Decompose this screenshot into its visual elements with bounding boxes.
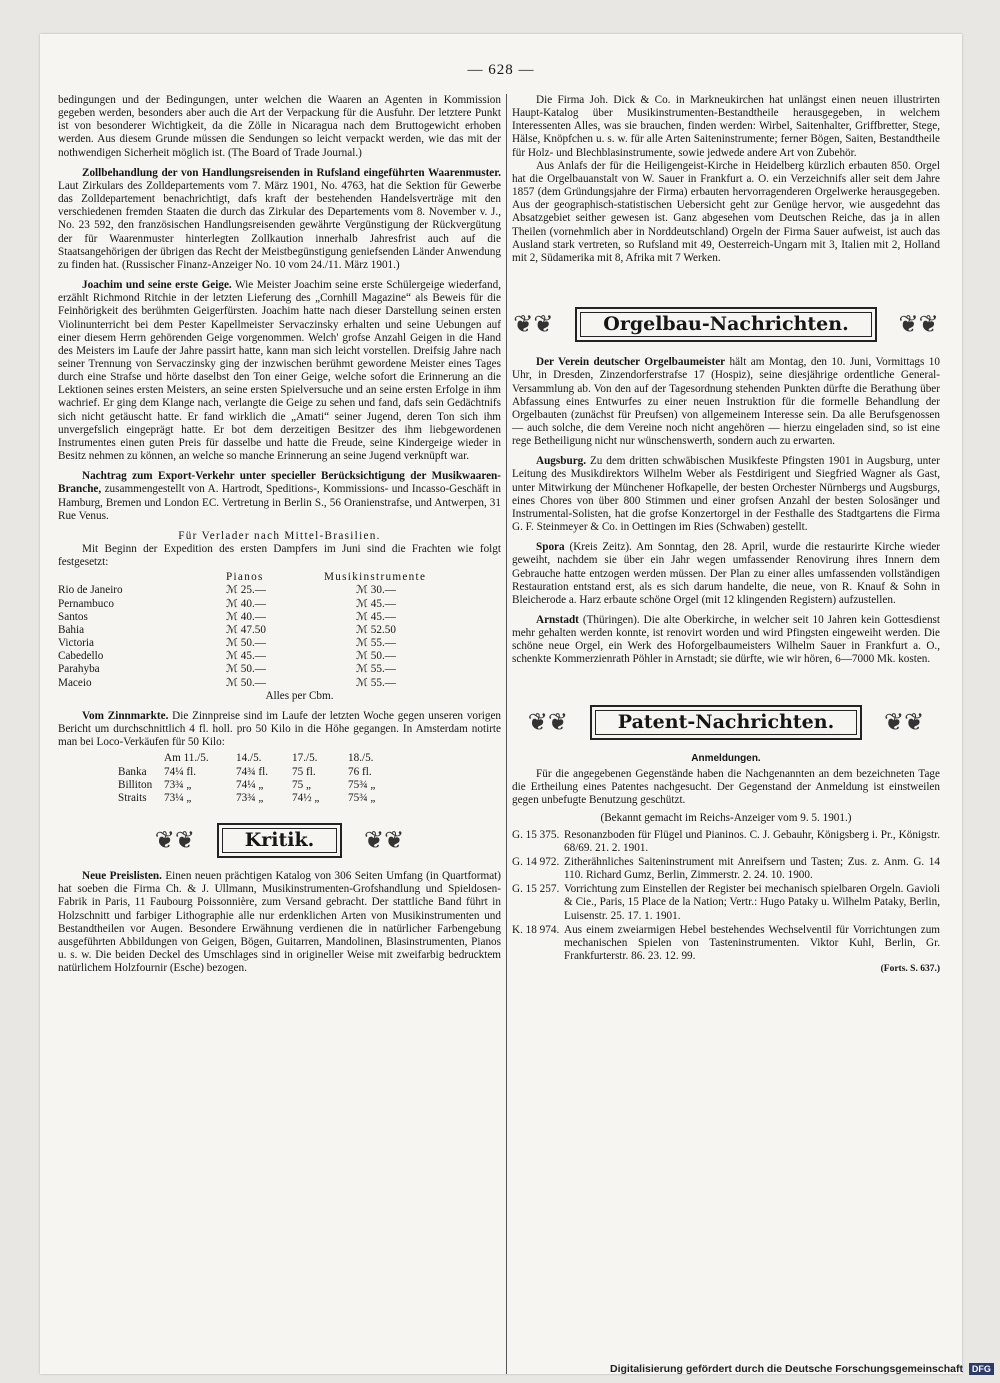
joachim-text: Wie Meister Joachim seine erste Schülergeige wiederfand, erzählt Richmond Ritchie in der letzten Lieferung des „Cornhill Magazine“ als Beweis für die Feinhörigkeit des berühmten Geigerfürsten. Joachim hatte nach dieser Darstellung seinen ersten Violinunterricht bei dem Pester Kapellmeister Servaczinsky erhalten und seine Uebungen auf einer diesem Herrn gehörenden Geige vorgenommen. Welch' grofse Anzahl Geigen in die Hand des Meisters im Laufe der Jahre passirt hatte, kann man sich leicht vorstellen. Dreifsig Jahre nach seiner Trennung von Servaczinsky ging der inzwischen berühmt gewordene Meister eines Tages durch eine Strafse und hörte daselbst den Ton einer Geige, welche sofort die Erinnerung an die Lektionen seines ersten Meisters, an seine ersten Spielversuche und an seine ersten Erfolge in ihm wachrief. Er ging dem Klange nach, verlangte die Geige zu sehen und fand, dafs sein Gedächtnifs sich nicht getäuscht hatte. Er fand wirklich die „Amati“ seiner Jugend, deren Ton sich ihm unvergefslich eingeprägt hatte. Er bot dem derzeitigen Besitzer des ihm liebgewordenen Instrumentes einen guten Preis für dasselbe und hatte die Freude, seine Kindergeige wieder in Besitz nehmen zu können, an welche so manche Erinnerung an seine Jugend verknüpft war.	[58, 279, 501, 463]
arnstadt-title: Arnstadt	[536, 614, 579, 626]
freight-row	[58, 611, 426, 624]
freight-header-instruments: Musikinstrumente	[324, 571, 427, 584]
digitization-notice: Digitalisierung gefördert durch die Deutsche Forschungsgemeinschaft	[610, 1363, 963, 1375]
anmeldungen-heading: Anmeldungen.	[691, 752, 761, 764]
freight-port: Parahyba	[58, 663, 100, 676]
dfg-logo: DFG	[969, 1363, 994, 1375]
dfg-footer	[610, 1363, 994, 1375]
intro-paragraph: bedingungen und der Bedingungen, unter welchen die Waaren an Agenten in Kommission gegeben werden, besonders aber auch die Art der Verpackung für die Ausfuhr. Der letztere Punkt ist von besonderer Wichtigkeit, da die Zölle in Nicaragua nach dem Bruttogewicht erhoben werden. Aus diesem Grunde müssen die Sendungen so leicht verpackt werden, wie das mit der nothwendigen Sicherheit möglich ist. (The Board of Trade Journal.)	[58, 94, 501, 159]
freight-row	[58, 584, 426, 597]
ornament-right-icon: ❦❦	[883, 709, 925, 736]
zinn-header-date-1: Am 11./5.	[164, 752, 209, 765]
patent-number: G. 15 375.	[512, 828, 560, 841]
freight-port: Cabedello	[58, 650, 104, 663]
joachim-title: Joachim und seine erste Geige.	[82, 279, 232, 292]
zinn-row	[118, 779, 404, 792]
ornament-right-icon: ❦❦	[898, 312, 939, 339]
zinn-price: 75¾ „	[348, 778, 376, 791]
page-number: — 628 —	[467, 62, 535, 78]
nachtrag-text: zusammengestellt von A. Hartrodt, Speditions-, Kommissions- und Incasso-Geschäft in Hamburg, Bremen und London EC. Vertretung in Berlin S., 56 Oranienstrafse, und Antwerpen, 31 Rue Venus.	[58, 483, 501, 522]
zinn-price: 76 fl.	[348, 765, 372, 778]
freight-footer: Alles per Cbm.	[265, 689, 334, 702]
verein-article	[512, 356, 940, 448]
nachtrag-title: Nachtrag zum Export-Verkehr unter specieller Berücksichtigung der Musikwaaren-Branche,	[58, 470, 501, 496]
zinn-price: 75 fl.	[292, 765, 316, 778]
zinn-metal: Straits	[118, 791, 147, 804]
freight-pianos: ℳ 25.—	[226, 584, 266, 597]
kritik-title: Kritik.	[222, 828, 338, 853]
left-column	[58, 94, 501, 975]
preis-text: Einen neuen prächtigen Katalog von 306 Seiten Umfang (in Quartformat) hat soeben die Firma Ch. & J. Ullmann, Musikinstrumenten-Grofshandlung und Spieldosen-Fabrik in Paris, 11 Faubourg Poissonnière, zum Versand gebracht. Der stattliche Band führt in Holzschnitt und farbiger Lithographie alle nur erdenklichen Arten von Musikinstrumenten und Bestandtheilen vor Augen. Besondere Erwähnung verdienen die in natürlicher Farbengebung ausgeführten Abbildungen von Geigen, Bögen, Guitarren, Mandolinen, Blasinstrumenten, Pianos u. s. w. Die beiden Deckel des Umschlages sind in origineller Weise mit zweifarbig bedrucktem natürlichem Holzfournir (Esche) bezogen.	[58, 870, 501, 975]
zinn-header-date-2: 14./5.	[236, 752, 262, 765]
zinn-article	[58, 710, 501, 749]
zinn-title: Vom Zinnmarkte.	[82, 709, 169, 722]
orgelbau-banner	[513, 307, 939, 342]
freight-row	[58, 624, 426, 637]
patent-description: Aus einem zweiarmigen Hebel bestehendes Wechselventil für Vorrichtungen zum mechanischen Spielen von Tasteninstrumenten. Viktor Kuhl, Berlin, Gr. Frankfurterstr. 86. 23. 12. 99.	[564, 923, 940, 962]
freight-instruments: ℳ 55.—	[356, 637, 396, 650]
patent-title: Patent-Nachrichten.	[595, 710, 857, 735]
patent-description: Zitherähnliches Saiteninstrument mit Anreifsern und Tasten; Zus. z. Anm. G. 14 110. Richard Gumz, Berlin, Zimmerstr. 2. 24. 10. 1900.	[564, 855, 940, 882]
freight-row	[58, 677, 426, 690]
zoll-article	[58, 167, 501, 272]
zinn-price: 74¾ fl.	[236, 765, 269, 778]
arnstadt-article	[512, 614, 940, 667]
arnstadt-text: (Thüringen). Die alte Oberkirche, in welcher seit 10 Jahren kein Gottesdienst mehr gehalten werden konnte, ist renovirt worden und wird Pfingsten eingeweiht werden. Die schöne neue Orgel, ein Werk des Hoforgelbaumeisters Wilhelm Sauer in Frankfurt a. O., schenkte Kommerzienrath Pöhler in Arnstadt; sie dürfte, wie wir hören, 6—7000 Mk. kosten.	[512, 614, 941, 666]
freight-pianos: ℳ 50.—	[226, 676, 266, 689]
freight-instruments: ℳ 45.—	[356, 610, 396, 623]
verein-text: hält am Montag, den 10. Juni, Vormittags 10 Uhr, in Dresden, Zinzendorferstrafse 17 (Hospiz), seine diesjährige ordentliche General-Versammlung ab. Von den auf der Tagesordnung stehenden Punkten dürfte die Berathung über Abfassung eines Entwurfes zu einer neuen Instruktion für die formelle Behandlung der Orgelbauten (zunächst für Preufsen) von allgemeinem Interesse sein. Da alle Berufsgenossen — auch solche, die dem Vereine noch nicht angehören — hierzu eingeladen sind, so ist eine rege Betheiligung nicht nur wünschenswerth, sondern auch zu erwarten.	[512, 356, 940, 448]
column-divider	[506, 94, 507, 1374]
spora-title: Spora	[536, 541, 565, 554]
zinn-price: 75¾ „	[348, 791, 376, 804]
freight-pianos: ℳ 50.—	[226, 663, 266, 676]
patent-number: G. 14 972.	[512, 855, 560, 868]
freight-port: Rio de Janeiro	[58, 584, 123, 597]
zinn-header-blank	[118, 752, 164, 765]
freight-header-row	[58, 571, 426, 584]
patent-description: Vorrichtung zum Einstellen der Register bei mechanisch spielbaren Orgeln. Gavioli & Cie., Paris, 15 Place de la Nation; Vertr.: Hugo Pataky u. Wilhelm Pataky, Berlin, Luisenstr. 25. 17. 1. 1901.	[564, 883, 940, 922]
augsburg-text: Zu dem dritten schwäbischen Musikfeste Pfingsten 1901 in Augsburg, unter Leitung des Musikdirektors Wilhelm Weber als Festdirigent und Siegfried Wagner als Gast, unter Mitwirkung der Münchener Hofkapelle, der besten Orchester Nürnbergs und Augsburgs, eines Chores von über 800 Stimmen und einer grofsen Anzahl der besten Solosänger und Instrumental-Solisten, hat die grofse Konzertorgel in der Festhalle des Stadtgartens die Firma G. F. Steinmeyer & Co. in Oettingen im Ries (Schwaben) gestellt.	[512, 455, 940, 534]
patent-number: K. 18 974.	[512, 923, 560, 936]
freight-row	[58, 663, 426, 676]
patent-entry	[512, 883, 940, 922]
joachim-article	[58, 279, 501, 463]
zinn-price: 75 „	[292, 778, 311, 791]
patent-banner	[527, 705, 925, 740]
dick-article: Die Firma Joh. Dick & Co. in Markneukirchen hat unlängst einen neuen illustrirten Haupt-Katalog über Musikinstrumenten-Bestandtheile herausgegeben, in welchem Interessenten Alles, was sie brauchen, finden werden: Wirbel, Saitenhalter, Griffbretter, Stege, Hälse, Knöpfchen u. s. w. für alle Arten Saiteninstrumente; ferner Bögen, Saiten, Bestandtheile für Holz- und Blechblasinstrumente, sowie jedwede andere Art von Zubehör.	[512, 94, 940, 159]
freight-instruments: ℳ 50.—	[356, 650, 396, 663]
preis-article	[58, 870, 501, 975]
zinn-row	[118, 766, 404, 779]
freight-instruments: ℳ 55.—	[356, 663, 396, 676]
continued-note: (Forts. S. 637.)	[880, 964, 940, 975]
patent-list	[512, 829, 940, 964]
spora-text: (Kreis Zeitz). Am Sonntag, den 28. April, wurde die restaurirte Kirche wieder geweiht, nachdem sie über ein Jahr wegen umfassender Renovirung ihres Innern dem Gebrauche hatte entzogen werden müssen. Der Plan zu einer alles umfassenden vollständigen Restauration entstand erst, als es sich darum handelte, die neue, von R. Knauf & Sohn in Bleicherode a. Harz erbaute schöne Orgel (mit 12 klingenden Registern) aufzustellen.	[512, 541, 941, 606]
preis-title: Neue Preislisten.	[82, 870, 162, 883]
freight-instruments: ℳ 45.—	[356, 597, 396, 610]
freight-port: Maceio	[58, 676, 92, 689]
ornament-right-icon: ❦❦	[364, 827, 405, 854]
ornament-left-icon: ❦❦	[154, 827, 195, 854]
reichs-anzeiger-note: (Bekannt gemacht im Reichs-Anzeiger vom 9. 5. 1901.)	[600, 812, 852, 825]
freight-pianos: ℳ 40.—	[226, 610, 266, 623]
freight-instruments: ℳ 55.—	[356, 676, 396, 689]
zinn-row	[118, 792, 404, 805]
zinn-price: 73¾ „	[164, 778, 192, 791]
zinn-price: 73¼ „	[164, 791, 192, 804]
brasil-heading: Für Verlader nach Mittel-Brasilien.	[178, 529, 381, 542]
orgelbau-title: Orgelbau-Nachrichten.	[580, 312, 871, 337]
patent-number: G. 15 257.	[512, 883, 560, 896]
zinn-header-row	[118, 752, 404, 765]
brasil-text: Mit Beginn der Expedition des ersten Dampfers im Juni sind die Frachten wie folgt festgesetzt:	[58, 543, 501, 569]
zoll-text: Laut Zirkulars des Zolldepartements vom 7. März 1901, No. 4763, hat die Sektion für Gewerbe das Zolldepartement benachrichtigt, dafs kraft der bestehenden Handelsverträge mit den verschiedenen fremden Staaten die durch das Zirkular des Departements vom 8. November v. J., No. 23 592, den französischen Handlungsreisenden gewährte Vergünstigung der Rückvergütung der für Waarenmuster hinterlegten Zollkaution innerhalb Jahresfrist auch auf die Staatsangehörigen der übrigen das Recht der Meistbegünstigung geniefsenden Länder Anwendung zu finden hat. (Russischer Finanz-Anzeiger No. 10 vom 24./11. März 1901.)	[58, 179, 501, 271]
freight-instruments: ℳ 52.50	[356, 623, 396, 636]
kritik-banner	[154, 823, 405, 858]
sauer-article: Aus Anlafs der für die Heiligengeist-Kirche in Heidelberg kürzlich erbauten 850. Orgel hat die Orgelbauanstalt von W. Sauer in Frankfurt a. O. ein Verzeichnifs aller seit dem Jahre 1857 (dem Gründungsjahre der Firma) erbauten hervorragenderen Orgelwerke herausgegeben. Aus der geographisch-statistischen Uebersicht geht zur Genüge hervor, wie ausgedehnt das Absatzgebiet seither gewesen ist. Ganz abgesehen vom Deutschen Reiche, das ja in allen Theilen (vornehmlich aber in Norddeutschland) Orgeln der Firma Sauer aufweist, ist auch das Ausland stark vertreten, so Rufsland mit 49, Oesterreich-Ungarn mit 3, Italien mit 2, Holland mit 2, Südamerika mit 8, Afrika mit 7 Werken.	[512, 159, 940, 264]
zinn-text: Die Zinnpreise sind im Laufe der letzten Woche gegen unseren vorigen Bericht um durchschnittlich 4 fl. holl. pro 50 Kilo in die Höhe gegangen. In Amsterdam notirte man bei Loco-Verkäufen für 50 Kilo:	[58, 709, 501, 749]
ornament-left-icon: ❦❦	[527, 709, 569, 736]
freight-row	[58, 598, 426, 611]
patent-description: Resonanzboden für Flügel und Pianinos. C. J. Gebauhr, Königsberg i. Pr., Königstr. 68/69. 21. 2. 1901.	[564, 828, 940, 854]
zinn-price: 74½ „	[292, 791, 320, 804]
zinn-price: 74¼ fl.	[164, 765, 197, 778]
zinn-header-date-4: 18./5.	[348, 752, 374, 765]
freight-header-pianos: Pianos	[226, 571, 264, 584]
freight-pianos: ℳ 47.50	[226, 623, 266, 636]
zinn-table	[118, 752, 404, 805]
freight-table	[58, 571, 426, 689]
patent-entry	[512, 856, 940, 882]
verein-title: Der Verein deutscher Orgelbaumeister	[536, 356, 726, 369]
zinn-metal: Billiton	[118, 778, 153, 791]
freight-pianos: ℳ 45.—	[226, 650, 266, 663]
zinn-metal: Banka	[118, 765, 147, 778]
augsburg-title: Augsburg.	[536, 455, 587, 468]
patent-entry	[512, 924, 940, 963]
freight-pianos: ℳ 40.—	[226, 597, 266, 610]
patent-entry	[512, 829, 940, 855]
augsburg-article	[512, 455, 940, 534]
ornament-left-icon: ❦❦	[513, 312, 554, 339]
freight-row	[58, 650, 426, 663]
freight-port: Bahia	[58, 623, 85, 636]
right-column	[512, 94, 940, 976]
freight-instruments: ℳ 30.—	[356, 584, 396, 597]
newspaper-page	[40, 34, 962, 1374]
freight-row	[58, 637, 426, 650]
nachtrag-article	[58, 470, 501, 523]
spora-article	[512, 541, 940, 607]
freight-port: Victoria	[58, 637, 94, 650]
zinn-price: 73¾ „	[236, 791, 264, 804]
freight-port: Pernambuco	[58, 597, 114, 610]
zinn-header-date-3: 17./5.	[292, 752, 318, 765]
freight-pianos: ℳ 50.—	[226, 637, 266, 650]
zoll-title: Zollbehandlung der von Handlungsreisenden in Rufsland eingeführten Waarenmuster.	[82, 166, 501, 179]
freight-port: Santos	[58, 610, 88, 623]
zinn-price: 74¼ „	[236, 778, 264, 791]
patent-intro: Für die angegebenen Gegenstände haben die Nachgenannten an dem bezeichneten Tage die Ertheilung eines Patentes nachgesucht. Der Gegenstand der Anmeldung ist einstweilen gegen unbefugte Benutzung geschützt.	[512, 767, 940, 807]
